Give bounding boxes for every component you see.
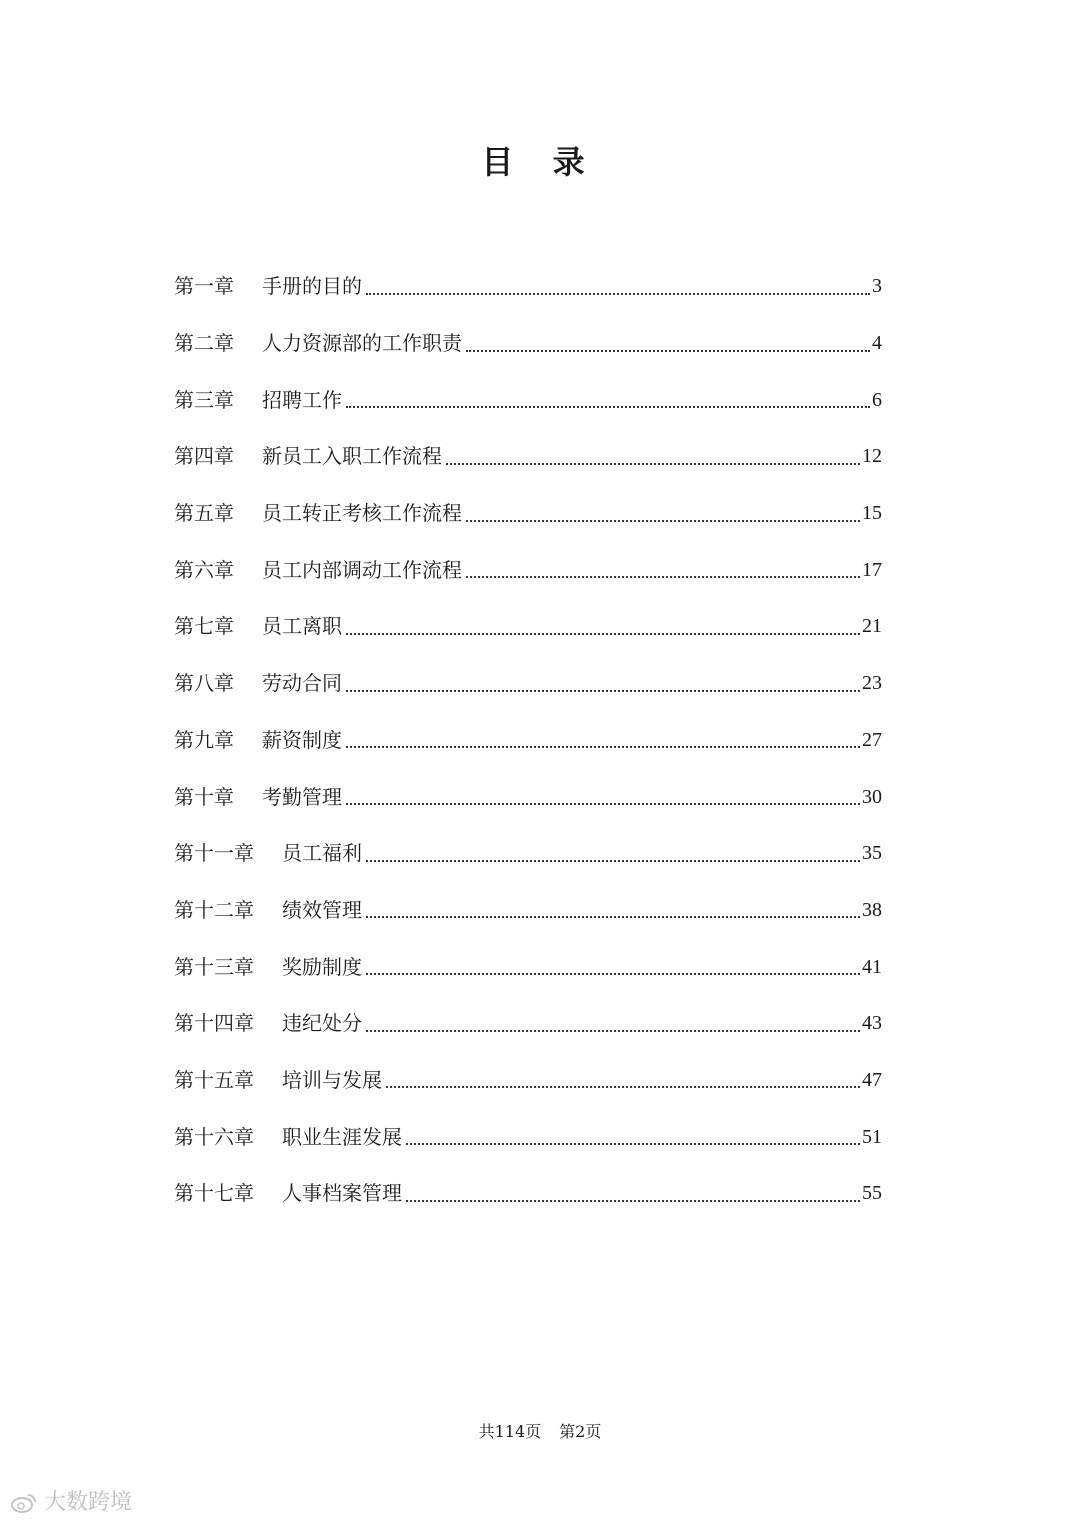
toc-chapter-title: 考勤管理 [262,784,342,809]
toc-page-number: 55 [862,1182,882,1205]
toc-page-number: 43 [862,1012,882,1035]
toc-chapter-title: 员工转正考核工作流程 [262,501,462,526]
toc-chapter-number: 第十章 [174,784,234,809]
toc-page-number: 47 [862,1068,882,1091]
toc-page-number: 6 [872,388,882,411]
toc-chapter-title: 人事档案管理 [282,1181,402,1206]
toc-chapter-number: 第十一章 [174,841,254,866]
toc-title: 目 录 [481,143,599,181]
toc-chapter-title: 薪资制度 [262,727,342,752]
current-page-label: 第2页 [559,1422,602,1441]
toc-page-number: 41 [862,955,882,978]
toc-entry [174,882,882,939]
toc-chapter-title: 招聘工作 [262,387,342,412]
toc-page-number: 4 [872,332,882,355]
toc-dot-leader [366,972,860,975]
toc-page-number: 35 [862,842,882,865]
toc-chapter-title: 人力资源部的工作职责 [262,331,462,356]
toc-page-number: 38 [862,898,882,921]
toc-chapter-title: 员工福利 [282,841,362,866]
toc-entry [174,1165,882,1222]
toc-dot-leader [406,1142,860,1145]
total-pages-label: 共114页 [478,1422,542,1441]
toc-chapter-number: 第七章 [174,614,234,639]
toc-chapter-number: 第十三章 [174,954,254,979]
toc-chapter-number: 第十四章 [174,1011,254,1036]
toc-chapter-title: 手册的目的 [262,274,362,299]
toc-page-number: 27 [862,728,882,751]
toc-dot-leader [466,349,870,352]
toc-entry [174,315,882,372]
weibo-logo-icon [10,1492,38,1514]
toc-chapter-title: 员工离职 [262,614,342,639]
toc-entry [174,768,882,825]
toc-chapter-title: 奖励制度 [282,954,362,979]
toc-dot-leader [346,745,860,748]
toc-entry [174,938,882,995]
toc-dot-leader [466,575,860,578]
toc-chapter-title: 员工内部调动工作流程 [262,557,462,582]
toc-page-number: 30 [862,785,882,808]
toc-dot-leader [446,462,860,465]
toc-page-number: 15 [862,502,882,525]
toc-chapter-number: 第二章 [174,331,234,356]
toc-entry [174,258,882,315]
toc-entry [174,485,882,542]
toc-entry [174,995,882,1052]
toc-dot-leader [366,859,860,862]
toc-entry [174,712,882,769]
toc-chapter-number: 第四章 [174,444,234,469]
watermark [10,1488,132,1518]
toc-dot-leader [466,519,860,522]
toc-page-number: 3 [872,275,882,298]
toc-entry [174,825,882,882]
toc-page-number: 12 [862,445,882,468]
toc-entry [174,541,882,598]
toc-chapter-number: 第八章 [174,671,234,696]
toc-entry [174,371,882,428]
page-footer [0,1420,1080,1444]
toc-entry [174,598,882,655]
toc-chapter-title: 绩效管理 [282,897,362,922]
toc-dot-leader [366,292,870,295]
toc-entry [174,1108,882,1165]
toc-page-number: 51 [862,1125,882,1148]
toc-chapter-title: 职业生涯发展 [282,1124,402,1149]
toc-dot-leader [346,405,870,408]
toc-page-number: 17 [862,558,882,581]
toc-page-number: 23 [862,672,882,695]
toc-dot-leader [346,632,860,635]
toc-entry [174,655,882,712]
watermark-text: 大数跨境 [44,1490,133,1515]
toc-dot-leader [346,802,860,805]
toc-entry [174,428,882,485]
toc-dot-leader [366,915,860,918]
table-of-contents [174,258,882,1222]
toc-entry [174,1052,882,1109]
toc-chapter-title: 培训与发展 [282,1067,382,1092]
toc-chapter-number: 第十五章 [174,1067,254,1092]
toc-chapter-number: 第十二章 [174,897,254,922]
toc-dot-leader [406,1199,860,1202]
toc-chapter-title: 违纪处分 [282,1011,362,1036]
toc-chapter-number: 第九章 [174,727,234,752]
toc-chapter-number: 第五章 [174,501,234,526]
toc-chapter-number: 第一章 [174,274,234,299]
toc-dot-leader [386,1085,860,1088]
toc-chapter-number: 第十七章 [174,1181,254,1206]
toc-chapter-number: 第十六章 [174,1124,254,1149]
toc-chapter-number: 第三章 [174,387,234,412]
toc-chapter-title: 新员工入职工作流程 [262,444,442,469]
toc-dot-leader [366,1029,860,1032]
toc-page-number: 21 [862,615,882,638]
toc-dot-leader [346,689,860,692]
toc-chapter-title: 劳动合同 [262,671,342,696]
toc-chapter-number: 第六章 [174,557,234,582]
